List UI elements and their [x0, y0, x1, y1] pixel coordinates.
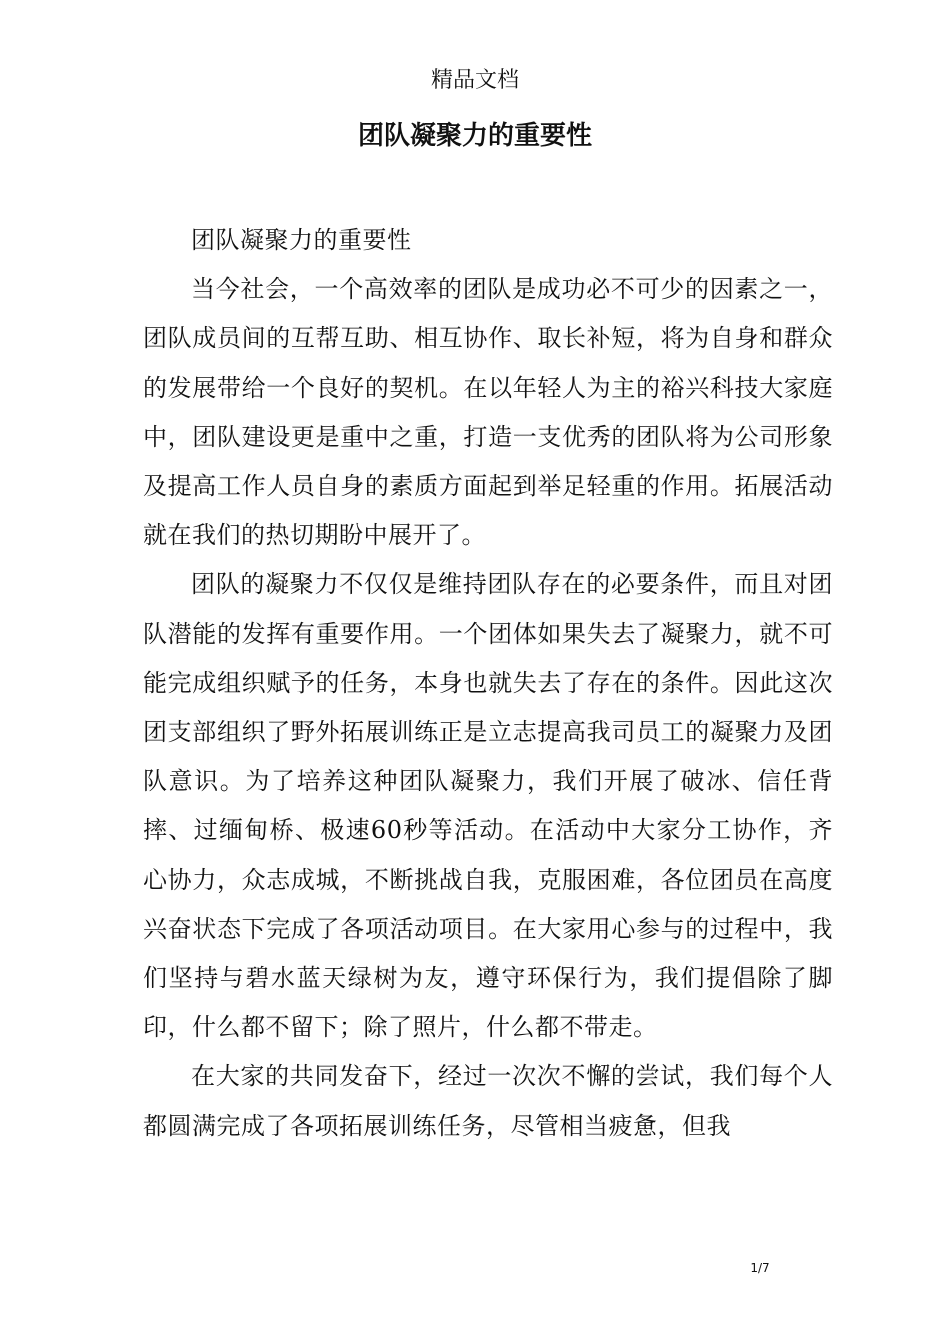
document-title: 团队凝聚力的重要性: [357, 121, 592, 151]
paragraph-2: 团队的凝聚力不仅仅是维持团队存在的必要条件，而且对团队潜能的发挥有重要作用。一个团体如果失去了凝聚力，就不可能完成组织赋予的任务，本身也就失去了存在的条件。因此这次团支部组织了野外拓展训练正是立志提高我司员工的凝聚力及团队意识。为了培养这种团队凝聚力，我们开展了破冰、信任背摔、过缅甸桥、极速60秒等活动。在活动中大家分工协作，齐心协力，众志成城，不断挑战自我，克服困难，各位团员在高度兴奋状态下完成了各项活动项目。在大家用心参与的过程中，我们坚持与碧水蓝天绿树为友，遵守环保行为，我们提倡除了脚印，什么都不留下；除了照片，什么都不带走。: [143, 570, 833, 1042]
paragraph-1: 当今社会，一个高效率的团队是成功必不可少的因素之一，团队成员间的互帮互助、相互协作、取长补短，将为自身和群众的发展带给一个良好的契机。在以年轻人为主的裕兴科技大家庭中，团队建设更是重中之重，打造一支优秀的团队将为公司形象及提高工作人员自身的素质方面起到举足轻重的作用。拓展活动就在我们的热切期盼中展开了。: [143, 275, 833, 550]
section-heading: 团队凝聚力的重要性: [191, 226, 412, 254]
paragraph-3: 在大家的共同发奋下，经过一次次不懈的尝试，我们每个人都圆满完成了各项拓展训练任务，尽管相当疲惫，但我: [143, 1062, 833, 1140]
page-number: 1/7: [750, 1261, 770, 1275]
page-header: 精品文档: [430, 68, 519, 93]
document-body: [143, 216, 833, 1151]
